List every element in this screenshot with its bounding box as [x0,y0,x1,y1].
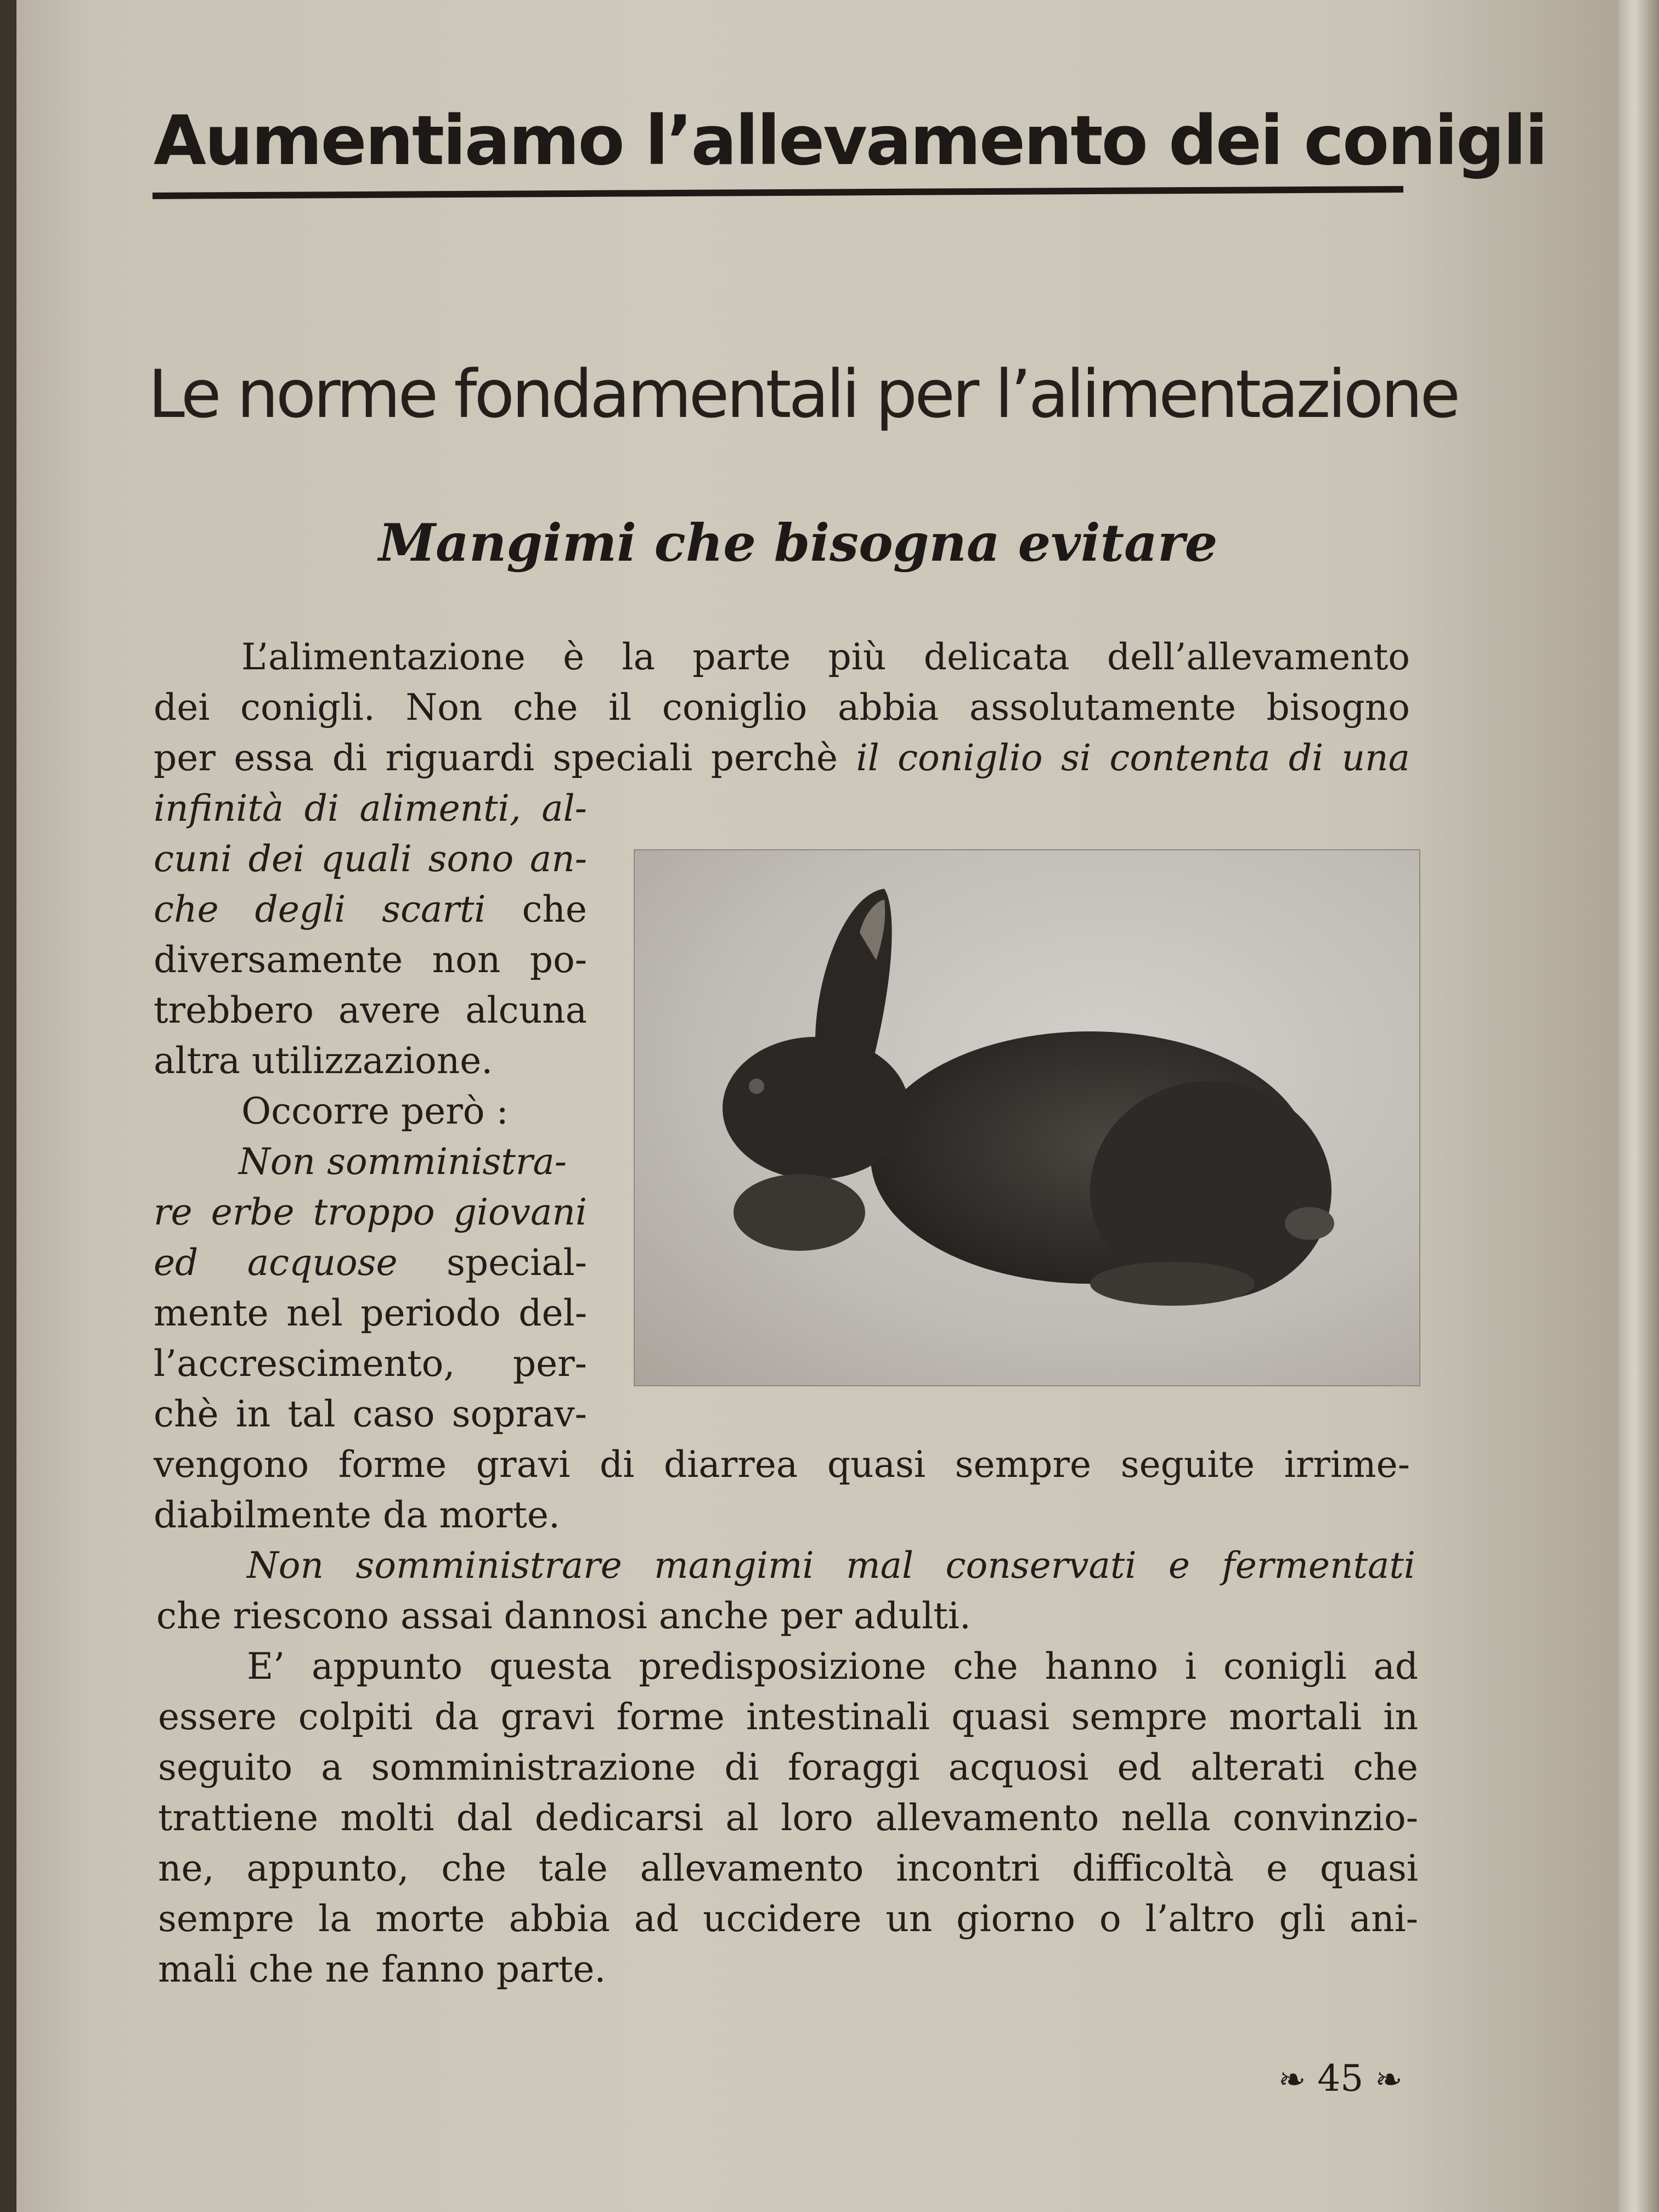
rabbit-illustration [635,850,1419,1385]
p1-line-5: cuni dei quali sono an- [154,838,587,880]
p1-line-6a: che degli scarti [154,888,486,930]
section-title: Le norme fondamentali per l’alimentazione [148,357,1458,433]
p1-line-6 [154,884,587,935]
ornament-right-icon: ❧ [1375,2061,1403,2099]
p3-line-7: vengono forme gravi di diarrea quasi sempre seguite irrime- [154,1443,1410,1486]
p1-line-6b: che [486,888,587,930]
p5-line-2: essere colpiti da gravi forme intestinali quasi sempre mortali in [158,1696,1418,1738]
p3-line-3 [154,1238,587,1288]
p1-line-2: dei conigli. Non che il coniglio abbia assolutamente bisogno [154,686,1410,729]
p5-line-6: sempre la morte abbia ad uccidere un giorno o l’altro gli ani- [158,1898,1418,1940]
p1-line-4: infinità di alimenti, al- [154,787,587,830]
p5-line-4: trattiene molti dal dedicarsi al loro allevamento nella convinzio- [158,1797,1418,1839]
page-number-block [1278,2057,1432,2100]
rabbit-photo [634,849,1420,1386]
p3-line-4: mente nel periodo del- [154,1292,587,1334]
subsection-title: Mangimi che bisogna evitare [379,513,1218,573]
p5-line-5: ne, appunto, che tale allevamento incontri difficoltà e quasi [158,1847,1418,1889]
p1-line-7: diversamente non po- [154,939,587,981]
p1-line-3a: per essa di riguardi speciali perchè [154,737,856,779]
p1-line-9: altra utilizzazione. [154,1040,493,1082]
p5-line-7: mali che ne fanno parte. [158,1948,606,1990]
p1-line-3 [154,733,1410,783]
header-rule [153,186,1403,199]
book-page [16,0,1618,2212]
p3-line-6: chè in tal caso soprav- [154,1393,587,1435]
page-edge [1618,0,1659,2212]
p3-line-8: diabilmente da morte. [154,1494,560,1536]
p2-line-1: Occorre però : [241,1090,509,1132]
p3-line-5: l’accrescimento, per- [154,1342,587,1385]
p3-line-3a: ed acquose [154,1242,398,1284]
p1-line-8: trebbero avere alcuna [154,989,587,1031]
p5-line-3: seguito a somministrazione di foraggi acquosi ed alterati che [158,1746,1418,1788]
page-number: 45 [1317,2057,1364,2100]
p4-line-1: Non somministrare mangimi mal conservati e fermentati [247,1544,1415,1587]
p3-line-1: Non somministra- [239,1141,567,1183]
ornament-left-icon: ❧ [1278,2061,1306,2099]
p4-line-2: che riescono assai dannosi anche per adulti. [156,1595,971,1637]
p1-line-1: L’alimentazione è la parte più delicata dell’allevamento [241,636,1410,678]
p5-line-1: E’ appunto questa predisposizione che hanno i conigli ad [247,1645,1418,1688]
p3-line-2: re erbe troppo giovani [154,1191,587,1233]
p1-line-3b: il coniglio si contenta di una [856,737,1410,779]
running-header-title: Aumentiamo l’allevamento dei conigli [154,101,1547,180]
p3-line-3b: special- [397,1242,587,1284]
